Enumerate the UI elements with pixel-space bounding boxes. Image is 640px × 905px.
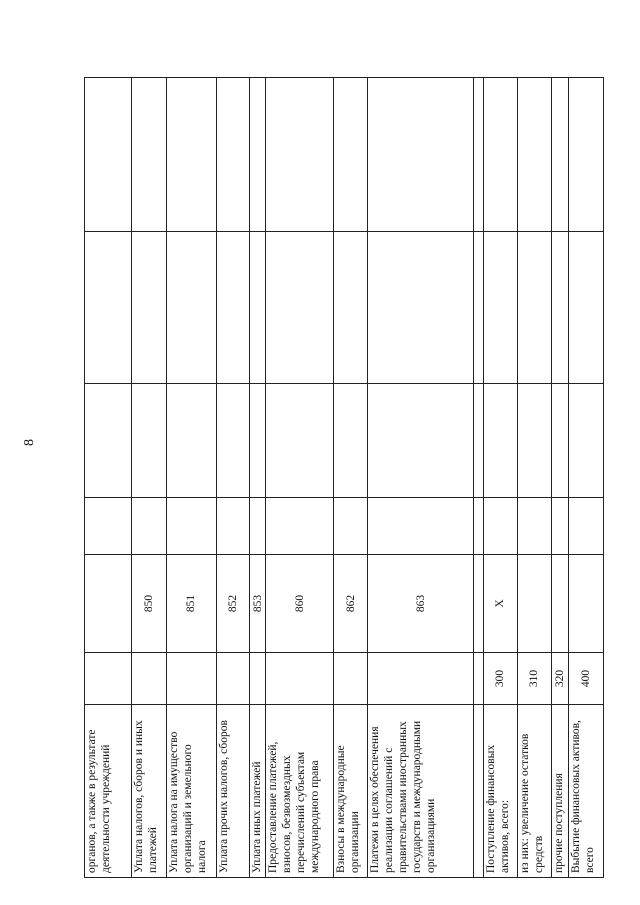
amount-cell <box>85 232 132 384</box>
amount-cell <box>474 498 483 555</box>
page-number: 8 <box>22 439 37 446</box>
amount-cell <box>85 78 132 232</box>
row-code-cell <box>85 653 132 705</box>
amount-cell <box>167 498 216 555</box>
amount-cell <box>85 384 132 498</box>
amount-cell <box>517 498 552 555</box>
table-row <box>167 78 216 878</box>
row-name-cell: Уплата прочих налогов, сборов <box>216 705 250 878</box>
table-row <box>569 78 604 878</box>
amount-cell <box>167 232 216 384</box>
table-row <box>483 78 517 878</box>
amount-cell <box>368 498 474 555</box>
amount-cell <box>569 78 604 232</box>
kbk-code-cell: 852 <box>216 555 250 653</box>
amount-cell <box>517 384 552 498</box>
row-name-cell: органов, а также в результате деятельности учреждений <box>85 705 132 878</box>
table-row <box>474 78 483 878</box>
amount-cell <box>334 232 368 384</box>
row-name-cell: Уплата иных платежей <box>250 705 266 878</box>
row-name-cell: Предоставление платежей, взносов, безвозмездных перечислений субъектам международного права <box>266 705 334 878</box>
row-name-cell <box>474 705 483 878</box>
row-code-cell <box>474 653 483 705</box>
amount-cell <box>216 498 250 555</box>
table-row <box>266 78 334 878</box>
amount-cell <box>250 384 266 498</box>
amount-cell <box>474 384 483 498</box>
kbk-code-cell: X <box>483 555 517 653</box>
amount-cell <box>250 232 266 384</box>
amount-cell <box>216 78 250 232</box>
amount-cell <box>569 232 604 384</box>
row-name-cell: Уплата налогов, сборов и иных платежей <box>132 705 167 878</box>
row-name-cell: Поступление финансовых активов, всего: <box>483 705 517 878</box>
row-name-cell: из них: увеличение остатков средств <box>517 705 552 878</box>
table-row <box>368 78 474 878</box>
amount-cell <box>368 78 474 232</box>
table-row <box>334 78 368 878</box>
kbk-code-cell: 853 <box>250 555 266 653</box>
row-code-cell <box>368 653 474 705</box>
budget-table-body <box>85 78 604 878</box>
amount-cell <box>569 498 604 555</box>
row-code-cell: 310 <box>517 653 552 705</box>
amount-cell <box>250 78 266 232</box>
budget-table <box>84 77 604 878</box>
row-code-cell: 320 <box>552 653 569 705</box>
amount-cell <box>552 232 569 384</box>
amount-cell <box>483 78 517 232</box>
kbk-code-cell <box>517 555 552 653</box>
amount-cell <box>266 78 334 232</box>
table-row <box>517 78 552 878</box>
kbk-code-cell: 860 <box>266 555 334 653</box>
amount-cell <box>474 232 483 384</box>
kbk-code-cell <box>474 555 483 653</box>
amount-cell <box>132 232 167 384</box>
amount-cell <box>552 78 569 232</box>
amount-cell <box>132 498 167 555</box>
amount-cell <box>334 498 368 555</box>
amount-cell <box>368 232 474 384</box>
table-row <box>132 78 167 878</box>
row-code-cell <box>167 653 216 705</box>
amount-cell <box>132 78 167 232</box>
row-code-cell: 300 <box>483 653 517 705</box>
kbk-code-cell <box>552 555 569 653</box>
kbk-code-cell: 862 <box>334 555 368 653</box>
amount-cell <box>517 78 552 232</box>
amount-cell <box>368 384 474 498</box>
row-name-cell: Уплата налога на имущество организаций и земельного налога <box>167 705 216 878</box>
row-code-cell <box>250 653 266 705</box>
table-row <box>216 78 250 878</box>
amount-cell <box>474 78 483 232</box>
amount-cell <box>266 232 334 384</box>
amount-cell <box>250 498 266 555</box>
row-name-cell: прочие поступления <box>552 705 569 878</box>
kbk-code-cell: 851 <box>167 555 216 653</box>
rotated-table-wrapper <box>84 78 604 878</box>
amount-cell <box>569 384 604 498</box>
amount-cell <box>334 78 368 232</box>
kbk-code-cell: 850 <box>132 555 167 653</box>
row-code-cell: 400 <box>569 653 604 705</box>
row-code-cell <box>216 653 250 705</box>
amount-cell <box>483 232 517 384</box>
amount-cell <box>552 498 569 555</box>
amount-cell <box>266 498 334 555</box>
row-name-cell: Платежи в целях обеспечения реализации соглашений с правительствами иностранных государств и международными организациями <box>368 705 474 878</box>
amount-cell <box>167 78 216 232</box>
amount-cell <box>216 232 250 384</box>
amount-cell <box>517 232 552 384</box>
amount-cell <box>216 384 250 498</box>
row-code-cell <box>334 653 368 705</box>
row-code-cell <box>132 653 167 705</box>
kbk-code-cell <box>85 555 132 653</box>
kbk-code-cell <box>569 555 604 653</box>
table-row <box>250 78 266 878</box>
amount-cell <box>167 384 216 498</box>
table-row <box>85 78 132 878</box>
amount-cell <box>85 498 132 555</box>
amount-cell <box>132 384 167 498</box>
row-name-cell: Взносы в международные организации <box>334 705 368 878</box>
amount-cell <box>334 384 368 498</box>
amount-cell <box>483 384 517 498</box>
table-row <box>552 78 569 878</box>
amount-cell <box>266 384 334 498</box>
row-name-cell: Выбытие финансовых активов, всего <box>569 705 604 878</box>
row-code-cell <box>266 653 334 705</box>
amount-cell <box>552 384 569 498</box>
kbk-code-cell: 863 <box>368 555 474 653</box>
amount-cell <box>483 498 517 555</box>
